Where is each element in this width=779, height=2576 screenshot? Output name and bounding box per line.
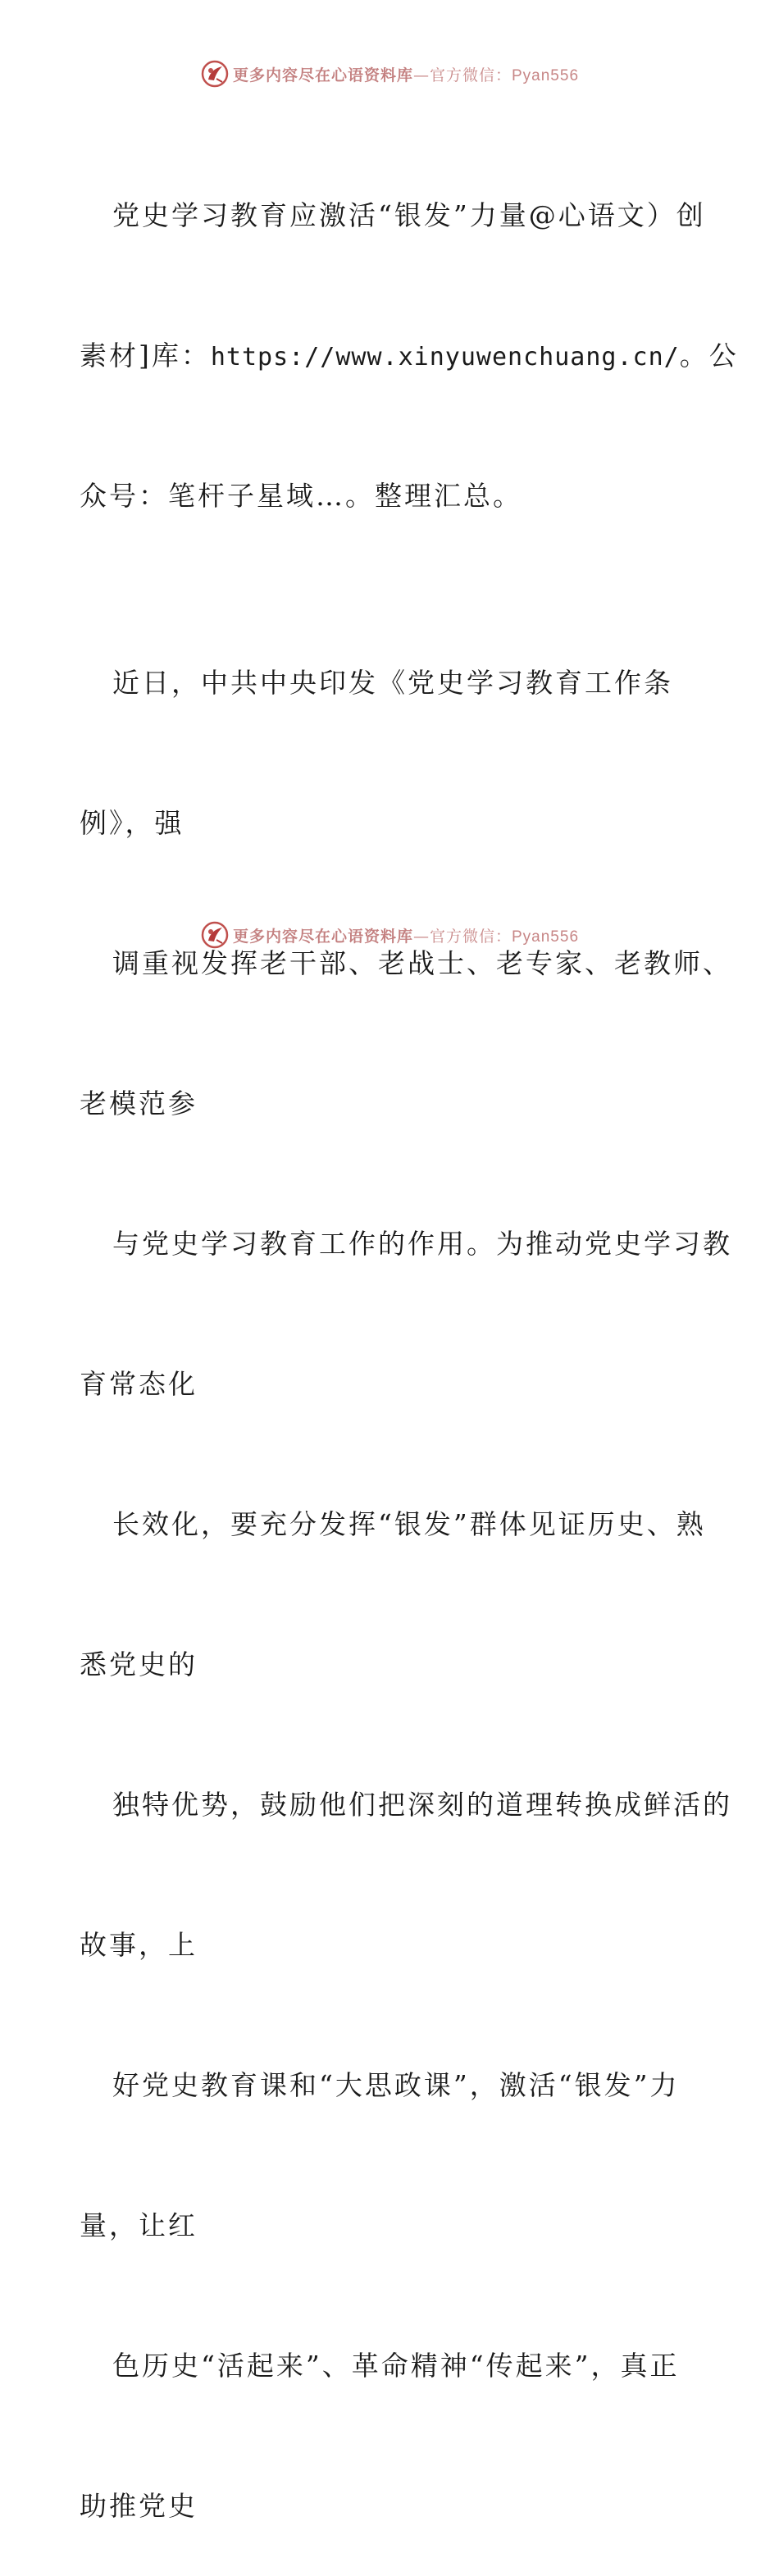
banner-dash: — xyxy=(412,66,430,84)
text-line: 故事，上 xyxy=(80,1929,198,1961)
text-line: 众号：笔杆子星域…。整理汇总。 xyxy=(80,480,522,512)
banner-official-label: 官方微信： xyxy=(429,927,512,946)
brand-logo-icon xyxy=(200,59,230,89)
text-segment: 素材]库： xyxy=(80,340,211,372)
banner-main-text: 更多内容尽在心语资料库 xyxy=(232,927,413,946)
banner-text xyxy=(233,63,579,85)
text-line: 量，让红 xyxy=(80,2209,198,2241)
text-line: 例》，强 xyxy=(80,807,184,839)
text-line: 调重视发挥老干部、老战士、老专家、老教师、 xyxy=(112,947,732,979)
text-line: 长效化，要充分发挥“银发”群体见证历史、熟 xyxy=(112,1508,706,1540)
text-line: 助推党史 xyxy=(80,2490,198,2522)
text-line: 老模范参 xyxy=(80,1087,198,1119)
banner-handle: Pyan556 xyxy=(512,66,580,84)
text-line: 色历史“活起来”、革命精神“传起来”，真正 xyxy=(112,2350,680,2382)
text-line: 与党史学习教育工作的作用。为推动党史学习教 xyxy=(112,1228,732,1260)
text-line-with-url xyxy=(80,332,739,379)
text-segment: 。公 xyxy=(679,340,739,372)
banner-dash: — xyxy=(412,927,430,946)
banner-main-text: 更多内容尽在心语资料库 xyxy=(232,66,413,84)
header-banner xyxy=(0,57,779,90)
document-body xyxy=(80,98,739,2576)
text-line: 党史学习教育应激活“银发”力量@心语文）创 xyxy=(112,199,706,231)
text-line: 独特优势，鼓励他们把深刻的道理转换成鲜活的 xyxy=(112,1789,732,1821)
text-line: 悉党史的 xyxy=(80,1648,198,1680)
banner-handle: Pyan556 xyxy=(512,928,580,946)
brand-logo-icon xyxy=(200,920,230,950)
text-line: 育常态化 xyxy=(80,1368,198,1400)
banner-text xyxy=(233,924,579,946)
text-line: 近日，中共中央印发《党史学习教育工作条 xyxy=(112,667,673,699)
text-line: 好党史教育课和“大思政课”，激活“银发”力 xyxy=(112,2069,680,2101)
banner-official-label: 官方微信： xyxy=(429,66,512,84)
footer-banner xyxy=(0,919,779,951)
website-url: https://www.xinyuwenchuang.cn/ xyxy=(210,343,680,372)
